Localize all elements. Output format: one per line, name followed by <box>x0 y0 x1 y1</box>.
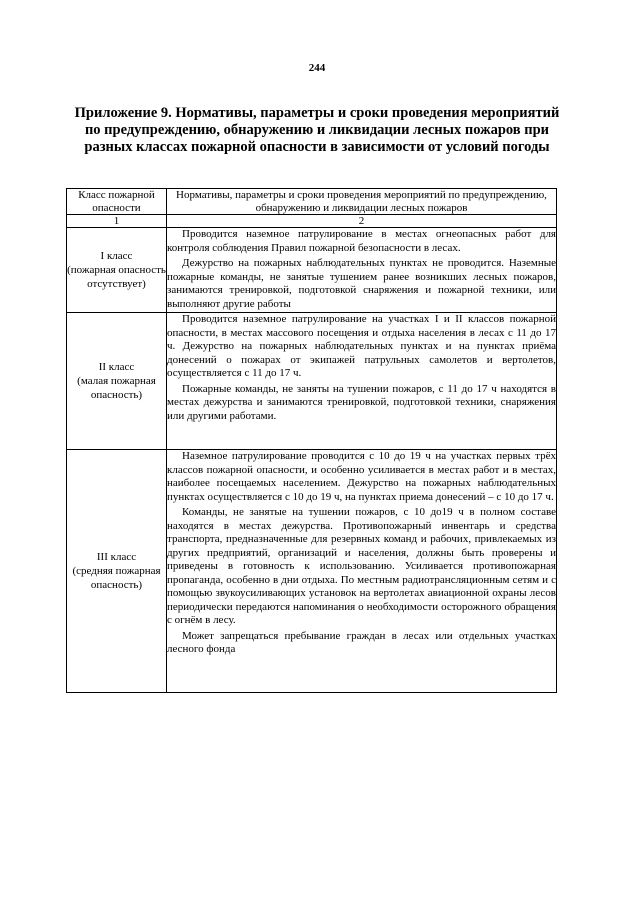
table-row <box>67 450 557 693</box>
norms-cell <box>167 450 557 693</box>
class-name: III класс <box>96 551 137 563</box>
column-number-2: 2 <box>167 215 557 228</box>
document-title: Приложение 9. Нормативы, параметры и сроки проведения мероприятий по предупреждению, обнаружению и ликвидации лесных пожаров при разных классах пожарной опасности в зависимости от условий погоды <box>74 105 560 155</box>
table-row <box>67 313 557 450</box>
norms-paragraph: Проводится наземное патрулирование на участках I и II классов пожарной опасности, в местах массового посещения и отдыха населения в лесах с 11 до 17 ч. Дежурство на пожарных наблюдательных пунктах и на пунктах приёма донесений о пожарах от экипажей патрульных самолетов и вертолетов, осуществляется с 11 до 17 ч. <box>167 313 556 379</box>
class-note: (средняя пожарная опасность) <box>72 565 161 591</box>
class-note: (малая пожарная опасность) <box>77 375 156 401</box>
class-name: II класс <box>98 361 135 373</box>
norms-paragraph: Проводится наземное патрулирование в местах огнеопасных работ для контроля соблюдения Правил пожарной безопасности в лесах. <box>167 228 556 254</box>
table-header-row <box>67 189 557 215</box>
norms-cell <box>167 313 557 450</box>
class-cell <box>67 450 167 693</box>
norms-paragraph: Пожарные команды, не заняты на тушении пожаров, с 11 до 17 ч находятся в местах дежурства и занимаются тренировкой, подготовкой техники, снаряжения или другими работами. <box>167 382 556 422</box>
norms-paragraph: Наземное патрулирование проводится с 10 до 19 ч на участках первых трёх классов пожарной опасности, и особенно усиливается в местах работ и в местах, наиболее посещаемых населением. Дежурство на пожарных наблюдательных пунктах осуществляется с 10 до 19 ч, на пунктах приема донесений – с 10 до 17 ч. <box>167 450 556 503</box>
page-number: 244 <box>308 62 326 74</box>
class-note: (пожарная опасность отсутствует) <box>67 264 166 290</box>
norms-paragraph: Может запрещаться пребывание граждан в лесах или отдельных участках лесного фонда <box>167 629 556 655</box>
class-cell <box>67 313 167 450</box>
norms-paragraph: Дежурство на пожарных наблюдательных пунктах не проводится. Наземные пожарные команды, не занятые тушением ранее возникших лесных пожаров, занимаются тренировкой, подготовкой снаряжения и пожарной техники, или выполняют другие работы <box>167 257 556 310</box>
header-norms-column: Нормативы, параметры и сроки проведения мероприятий по предупреждению, обнаружению и ликвидации лесных пожаров <box>167 189 557 215</box>
header-class-column: Класс пожарной опасности <box>67 189 167 215</box>
column-number-1: 1 <box>67 215 167 228</box>
norms-paragraph: Команды, не занятые на тушении пожаров, с 10 до19 ч в полном составе находятся в местах дежурства. Противопожарный инвентарь и средства транспорта, предназначенные для резервных команд и рабочих, привлекаемых из других предприятий, организаций и населения, должны быть проверены и приведены в готовность к использованию. Усиливается противопожарная пропаганда, особенно в дни отдыха. По местным радиотрансляционным сетям и с помощью звукоусиливающих установок на вертолетах авиационной охраны лесов периодически передаются напоминания о необходимости осторожного обращения с огнём в лесу. <box>167 506 556 626</box>
fire-danger-norms-table <box>66 188 557 693</box>
class-name: I класс <box>100 250 133 262</box>
norms-cell <box>167 228 557 313</box>
class-cell <box>67 228 167 313</box>
column-number-row <box>67 215 557 228</box>
table-row <box>67 228 557 313</box>
